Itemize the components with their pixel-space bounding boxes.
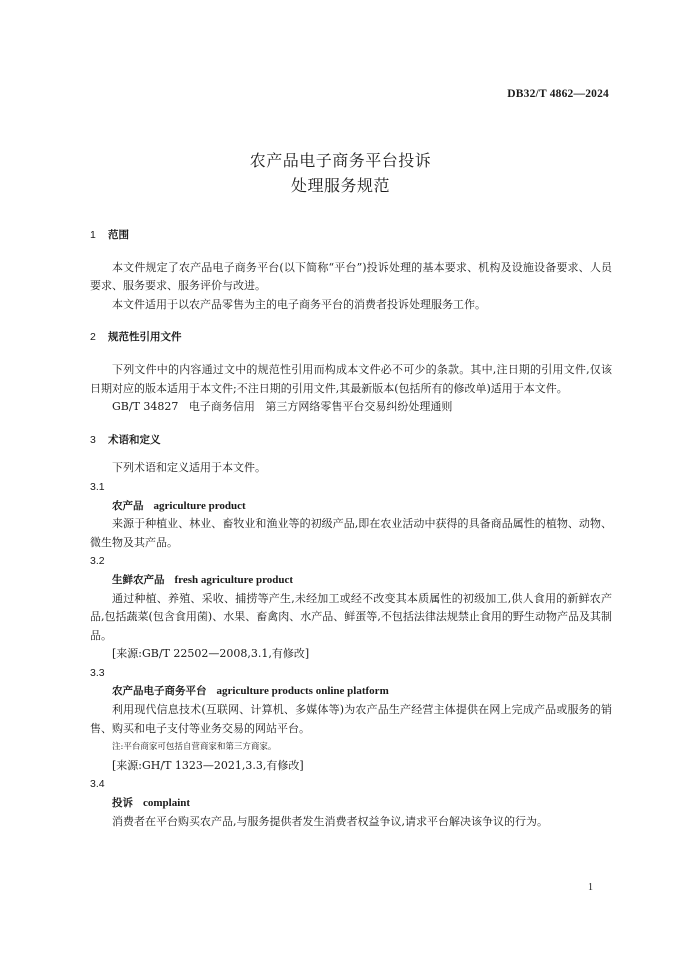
term-en: complaint <box>143 797 191 810</box>
term-definition: 通过种植、养殖、采收、捕捞等产生,未经加工或经不改变其本质属性的初级加工,供人食用的新鲜农产品,包括蔬菜(包含食用菌)、水果、畜禽肉、水产品、鲜蛋等,不包括法律法规禁止食用的野生动物产品及其制品。 <box>90 591 612 642</box>
section-1-heading <box>90 226 612 245</box>
section-2-heading <box>90 328 612 347</box>
term-en: fresh agriculture product <box>174 573 294 586</box>
section-title: 规范性引用文件 <box>108 331 182 344</box>
section-number: 1 <box>90 229 96 241</box>
term-heading <box>90 682 612 701</box>
term-note: 注:平台商家可包括自营商家和第三方商家。 <box>112 742 277 753</box>
term-heading <box>90 794 612 813</box>
term-number: 3.4 <box>90 778 105 791</box>
term-number: 3.3 <box>90 666 105 679</box>
term-definition: 消费者在平台购买农产品,与服务提供者发生消费者权益争议,请求平台解决该争议的行为。 <box>112 814 548 828</box>
section-title: 范围 <box>108 229 129 241</box>
term-zh: 农产品 <box>112 499 144 512</box>
term-en: agriculture product <box>153 499 246 512</box>
section-1-paragraph-1: 本文件规定了农产品电子商务平台(以下简称“平台”)投诉处理的基本要求、机构及设施设备要求、人员要求、服务要求、服务评价与改进。 <box>90 260 612 293</box>
term-source: [来源:GH/T 1323—2021,3.3,有修改] <box>112 758 304 772</box>
term-en: agriculture products online platform <box>216 685 389 698</box>
section-1-paragraph-2: 本文件适用于以农产品零售为主的电子商务平台的消费者投诉处理服务工作。 <box>112 297 486 311</box>
term-source: [来源:GB/T 22502—2008,3.1,有修改] <box>112 647 310 661</box>
section-3-heading <box>90 431 612 450</box>
term-heading <box>90 497 612 516</box>
document-title-line1: 农产品电子商务平台投诉 <box>249 151 432 170</box>
term-number: 3.1 <box>90 480 105 493</box>
section-number: 2 <box>90 331 96 344</box>
term-zh: 投诉 <box>112 797 133 810</box>
term-zh: 农产品电子商务平台 <box>112 685 207 698</box>
normative-reference: GB/T 34827 电子商务信用 第三方网络零售平台交易纠纷处理通则 <box>112 400 453 414</box>
standard-code: DB32/T 4862—2024 <box>507 88 609 100</box>
section-title: 术语和定义 <box>108 433 161 446</box>
section-number: 3 <box>90 433 96 446</box>
term-definition: 利用现代信息技术(互联网、计算机、多媒体等)为农产品生产经营主体提供在网上完成产品或服务的销售、购买和电子支付等业务交易的网站平台。 <box>90 703 612 735</box>
section-2-paragraph-1: 下列文件中的内容通过文中的规范性引用而构成本文件必不可少的条款。其中,注日期的引用文件,仅该日期对应的版本适用于本文件;不注日期的引用文件,其最新版本(包括所有的修改单)适用于本文件。 <box>90 362 612 395</box>
term-zh: 生鲜农产品 <box>112 573 165 586</box>
term-number: 3.2 <box>90 555 105 568</box>
term-definition: 来源于种植业、林业、畜牧业和渔业等的初级产品,即在农业活动中获得的具备商品属性的植物、动物、微生物及其产品。 <box>90 517 612 549</box>
section-3-intro: 下列术语和定义适用于本文件。 <box>112 461 266 475</box>
document-body <box>90 226 612 831</box>
term-heading <box>90 571 612 590</box>
page-number: 1 <box>588 882 593 893</box>
document-title-line2: 处理服务规范 <box>290 176 390 195</box>
